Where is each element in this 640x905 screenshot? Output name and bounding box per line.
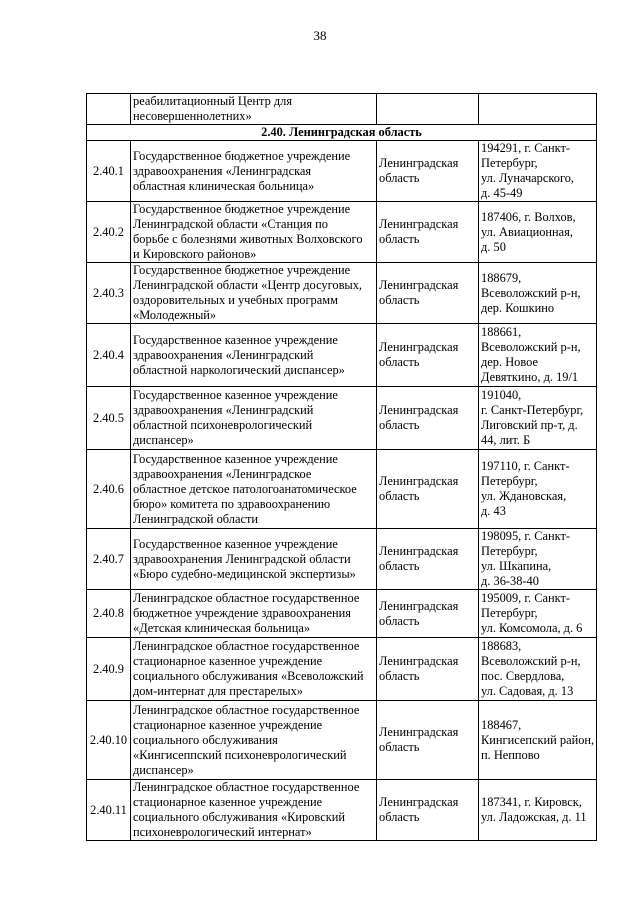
region-cell	[377, 450, 479, 529]
address-cell	[479, 450, 597, 529]
region-line: область	[379, 232, 420, 246]
page-number: 38	[313, 28, 327, 43]
address-line: Петербург,	[481, 544, 538, 558]
row-number: 2.40.8	[87, 590, 131, 638]
institution-name	[131, 780, 377, 841]
address-line: 194291, г. Санкт-	[481, 141, 571, 155]
address-line: дер. Новое	[481, 355, 538, 369]
name-line: Государственное бюджетное учреждение	[133, 263, 351, 277]
region-cell	[377, 324, 479, 387]
name-line: бюро» комитета по здравоохранению	[133, 496, 331, 511]
section-title: 2.40. Ленинградская область	[87, 125, 597, 141]
address-line: 188679,	[481, 270, 522, 285]
name-line: бюджетное учреждение здравоохранения	[133, 606, 351, 620]
region-line: область	[379, 171, 420, 185]
address-line: Петербург,	[481, 474, 538, 488]
region-line: область	[379, 669, 420, 683]
region-cell	[377, 590, 479, 638]
section-header-row	[87, 125, 597, 141]
name-line: здравоохранения «Ленинградское	[133, 466, 312, 481]
name-line: областной психоневрологический	[133, 418, 313, 432]
address-line: ул. Ладожская, д. 11	[481, 810, 587, 824]
name-line: областной наркологический диспансер»	[133, 362, 345, 377]
address-line: Всеволожский р-н,	[481, 285, 581, 300]
name-line: «Молодежный»	[133, 308, 217, 322]
address-cell	[479, 780, 597, 841]
name-line: Государственное казенное учреждение	[133, 388, 338, 402]
table-row	[87, 590, 597, 638]
region-cell	[377, 701, 479, 780]
table-row	[87, 263, 597, 324]
institution-name	[131, 638, 377, 701]
name-line: Ленинградское областное государственное	[133, 780, 360, 794]
name-line: «Кингисеппский психоневрологический	[133, 747, 347, 762]
table-row	[87, 141, 597, 202]
address-line: Петербург,	[481, 156, 538, 170]
name-line: Ленинградской области	[133, 511, 259, 526]
address-line: ул. Шкапина,	[481, 559, 552, 573]
region-cell	[377, 387, 479, 450]
name-line: Государственное казенное учреждение	[133, 536, 338, 551]
row-number: 2.40.6	[87, 450, 131, 529]
region-line: область	[379, 418, 420, 432]
row-number: 2.40.1	[87, 141, 131, 202]
table-row	[87, 387, 597, 450]
name-line: диспансер»	[133, 762, 194, 777]
name-line: социального обслуживания	[133, 732, 278, 747]
row-number: 2.40.7	[87, 529, 131, 590]
name-line: диспансер»	[133, 433, 194, 447]
address-cell	[479, 387, 597, 450]
institution-name	[131, 263, 377, 324]
region-line: Ленинградская	[379, 278, 459, 292]
region-line: Ленинградская	[379, 598, 459, 613]
address-line: 191040,	[481, 388, 522, 402]
region-line: область	[379, 355, 420, 369]
name-line: Государственное бюджетное учреждение	[133, 148, 351, 163]
region-line: Ленинградская	[379, 544, 459, 558]
address-line: Лиговский пр-т, д.	[481, 418, 578, 432]
name-line: здравоохранения «Ленинградский	[133, 347, 314, 362]
institution-name	[131, 529, 377, 590]
name-line: оздоровительных и учебных программ	[133, 293, 338, 307]
address-line: п. Неппово	[481, 747, 540, 762]
address-line: 187406, г. Волхов,	[481, 209, 576, 224]
table-row	[87, 324, 597, 387]
region-cell	[377, 263, 479, 324]
region-line: область	[379, 559, 420, 573]
address-line: Всеволожский р-н,	[481, 340, 581, 354]
row-number: 2.40.3	[87, 263, 131, 324]
address-cell	[479, 701, 597, 780]
region-cell	[377, 94, 479, 125]
name-line: здравоохранения «Ленинградский	[133, 403, 314, 417]
institution-name	[131, 387, 377, 450]
region-cell	[377, 202, 479, 263]
institution-name	[131, 324, 377, 387]
table-row	[87, 202, 597, 263]
region-line: Ленинградская	[379, 795, 459, 809]
address-line: д. 43	[481, 504, 506, 518]
row-number: 2.40.4	[87, 324, 131, 387]
institution-name	[131, 141, 377, 202]
region-line: Ленинградская	[379, 217, 459, 231]
address-line: Девяткино, д. 19/1	[481, 370, 579, 384]
address-line: 197110, г. Санкт-	[481, 459, 570, 473]
row-number	[87, 94, 131, 125]
name-line: социального обслуживания «Всеволожский	[133, 669, 364, 683]
name-line: дом-интернат для престарелых»	[133, 684, 304, 698]
name-line: «Детская клиническая больница»	[133, 621, 311, 635]
address-line: ул. Авиационная,	[481, 224, 573, 239]
address-line: ул. Садовая, д. 13	[481, 684, 574, 698]
region-cell	[377, 780, 479, 841]
address-cell	[479, 324, 597, 387]
table-row	[87, 701, 597, 780]
name-line: Ленинградское областное государственное	[133, 591, 360, 605]
institutions-table	[86, 93, 597, 841]
institution-name	[131, 590, 377, 638]
region-line: Ленинградская	[379, 654, 459, 668]
name-line: социального обслуживания «Кировский	[133, 810, 345, 824]
institution-name	[131, 450, 377, 529]
address-cell	[479, 529, 597, 590]
institution-name	[131, 202, 377, 263]
name-line: и Кировского районов»	[133, 247, 257, 261]
address-cell	[479, 202, 597, 263]
address-line: пос. Свердлова,	[481, 669, 565, 683]
region-line: область	[379, 810, 420, 824]
address-line: д. 50	[481, 239, 506, 254]
continuation-row	[87, 94, 597, 125]
address-line: ул. Комсомола, д. 6	[481, 621, 583, 635]
address-line: 188467,	[481, 717, 522, 732]
region-line: Ленинградская	[379, 340, 459, 354]
address-line: г. Санкт-Петербург,	[481, 403, 584, 417]
name-line: Государственное бюджетное учреждение	[133, 202, 351, 216]
name-line: областное детское патологоанатомическое	[133, 481, 357, 496]
region-cell	[377, 638, 479, 701]
address-line: 44, лит. Б	[481, 433, 531, 447]
address-line: д. 36-38-40	[481, 574, 539, 588]
name-line: борьбе с болезнями животных Волховского	[133, 232, 363, 246]
region-line: область	[379, 613, 420, 628]
address-line: 198095, г. Санкт-	[481, 529, 571, 543]
region-cell	[377, 529, 479, 590]
address-cell	[479, 94, 597, 125]
address-line: 187341, г. Кировск,	[481, 795, 582, 809]
region-line: Ленинградская	[379, 725, 459, 739]
table-row	[87, 638, 597, 701]
address-line: 195009, г. Санкт-	[481, 591, 571, 605]
row-number: 2.40.9	[87, 638, 131, 701]
name-line: реабилитационный Центр для	[133, 94, 293, 108]
region-cell	[377, 141, 479, 202]
region-line: область	[379, 740, 420, 754]
name-line: стационарное казенное учреждение	[133, 795, 323, 809]
address-line: дер. Кошкино	[481, 300, 555, 315]
table-row	[87, 780, 597, 841]
address-line: Кингисепский район,	[481, 732, 595, 747]
name-line: Ленинградское областное государственное	[133, 702, 360, 717]
table-body	[87, 94, 597, 841]
address-line: д. 45-49	[481, 186, 523, 200]
name-line: областная клиническая больница»	[133, 178, 315, 193]
region-line: Ленинградская	[379, 474, 459, 488]
address-line: 188661,	[481, 325, 522, 339]
table-row	[87, 450, 597, 529]
name-line: Ленинградское областное государственное	[133, 639, 360, 653]
name-line: Государственное казенное учреждение	[133, 332, 338, 347]
region-line: Ленинградская	[379, 403, 459, 417]
region-line: область	[379, 489, 420, 503]
name-line: здравоохранения Ленинградской области	[133, 551, 351, 566]
table-row	[87, 529, 597, 590]
address-line: 188683,	[481, 639, 522, 653]
address-line: Всеволожский р-н,	[481, 654, 581, 668]
row-number: 2.40.11	[87, 780, 131, 841]
institution-name	[131, 94, 377, 125]
name-line: Государственное казенное учреждение	[133, 451, 338, 466]
address-cell	[479, 263, 597, 324]
address-cell	[479, 141, 597, 202]
address-line: ул. Луначарского,	[481, 171, 575, 185]
address-line: ул. Ждановская,	[481, 489, 567, 503]
institution-name	[131, 701, 377, 780]
name-line: психоневрологический интернат»	[133, 825, 312, 839]
address-line: Петербург,	[481, 606, 538, 620]
name-line: несовершеннолетних»	[133, 109, 252, 123]
name-line: здравоохранения «Ленинградская	[133, 163, 312, 178]
address-cell	[479, 638, 597, 701]
name-line: стационарное казенное учреждение	[133, 717, 323, 732]
name-line: Ленинградской области «Станция по	[133, 217, 329, 231]
name-line: «Бюро судебно-медицинской экспертизы»	[133, 566, 356, 581]
address-cell	[479, 590, 597, 638]
row-number: 2.40.2	[87, 202, 131, 263]
name-line: стационарное казенное учреждение	[133, 654, 323, 668]
region-line: Ленинградская	[379, 156, 459, 170]
row-number: 2.40.5	[87, 387, 131, 450]
row-number: 2.40.10	[87, 701, 131, 780]
name-line: Ленинградской области «Центр досуговых,	[133, 278, 363, 292]
region-line: область	[379, 293, 420, 307]
